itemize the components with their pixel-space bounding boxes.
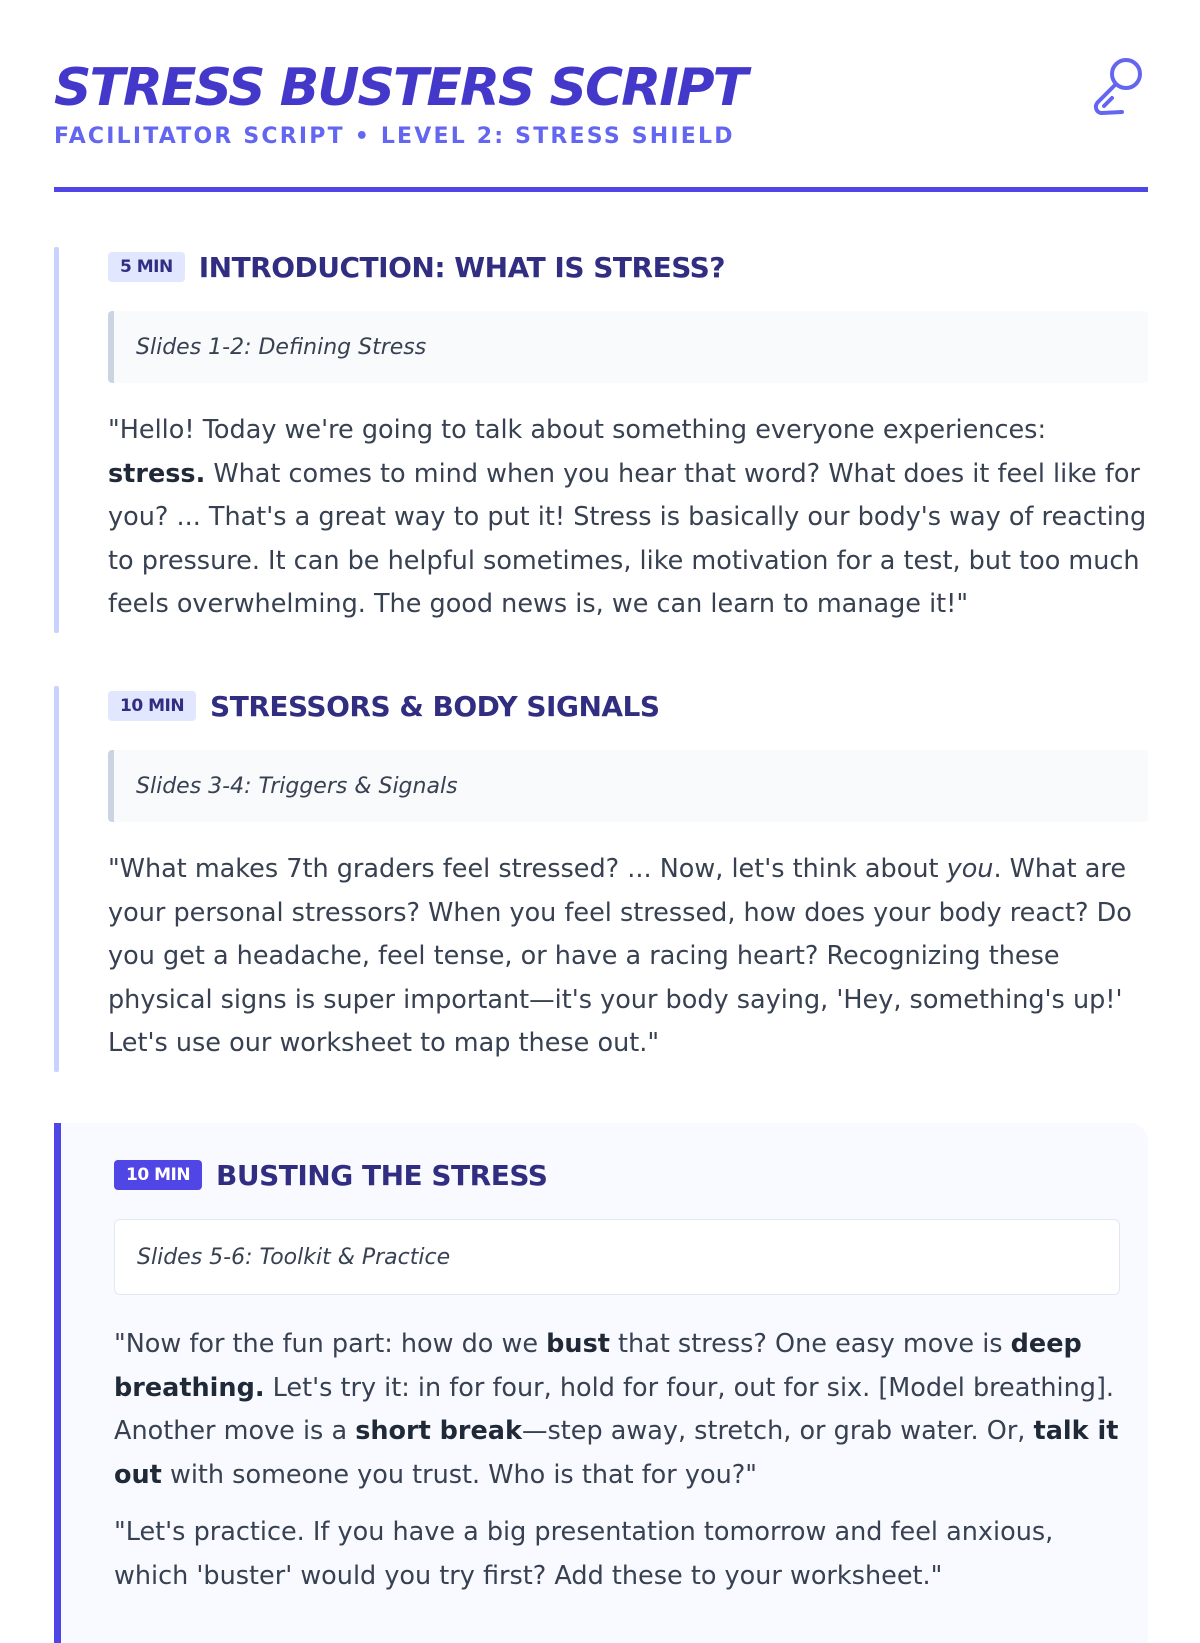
- script-text: "What makes 7th graders feel stressed? ... Now, let's think about you. What are your personal stressors? When you feel stressed, how does your body react? Do you get a headache, feel tense, or have a racing heart? Recognizing these physical signs is super important—it's your body saying, 'Hey, something's up!' Let's use our worksheet to map these out.": [108, 854, 1132, 1058]
- time-badge: 10 MIN: [114, 1160, 202, 1190]
- page-title: STRESS BUSTERS SCRIPT: [54, 58, 747, 118]
- time-badge: 5 MIN: [108, 252, 185, 282]
- slide-reference: Slides 1-2: Defining Stress: [108, 311, 1148, 383]
- script-text-practice: "Let's practice. If you have a big presentation tomorrow and feel anxious, which 'buster' would you try first? Add these to your worksheet.": [114, 1517, 1054, 1591]
- section-accent-bar: [54, 247, 59, 633]
- section-introduction: [54, 247, 1148, 633]
- section-title: INTRODUCTION: WHAT IS STRESS?: [198, 250, 726, 284]
- emphasis-text: stress.: [108, 458, 206, 489]
- section-title: STRESSORS & BODY SIGNALS: [210, 689, 660, 723]
- slide-reference: Slides 3-4: Triggers & Signals: [108, 750, 1148, 822]
- section-heading-row: [108, 686, 1148, 726]
- script-text: "Hello! Today we're going to talk about something everyone experiences: stress. What comes to mind when you hear that word? What does it feel like for you? ... That's a great way to put it! Stress is basically our body's way of reacting to pressure. It can be helpful sometimes, like motivation for a test, but too much feels overwhelming. The good news is, we can learn to manage it!": [108, 415, 1147, 619]
- section-accent-bar: [54, 1123, 61, 1643]
- section-busting-stress: [54, 1123, 1148, 1643]
- microphone-icon: [1088, 56, 1146, 118]
- section-heading-row: [114, 1155, 1120, 1195]
- emphasis-text: you: [946, 854, 994, 884]
- page-subtitle: FACILITATOR SCRIPT • LEVEL 2: STRESS SHIELD: [54, 124, 735, 149]
- section-accent-bar: [54, 686, 59, 1072]
- page-header: [54, 52, 1148, 149]
- section-heading-row: [108, 247, 1148, 287]
- slide-reference: Slides 5-6: Toolkit & Practice: [114, 1219, 1120, 1295]
- time-badge: 10 MIN: [108, 691, 196, 721]
- header-divider: [54, 187, 1148, 192]
- section-stressors: [54, 686, 1148, 1072]
- script-text: "Now for the fun part: how do we bust that stress? One easy move is deep breathing. Let's try it: in for four, hold for four, out for six. [Model breathing]. Another move is a short break—step away, stretch, or grab water. Or, talk it out with someone you trust. Who is that for you?": [114, 1329, 1119, 1490]
- section-title: BUSTING THE STRESS: [216, 1158, 548, 1192]
